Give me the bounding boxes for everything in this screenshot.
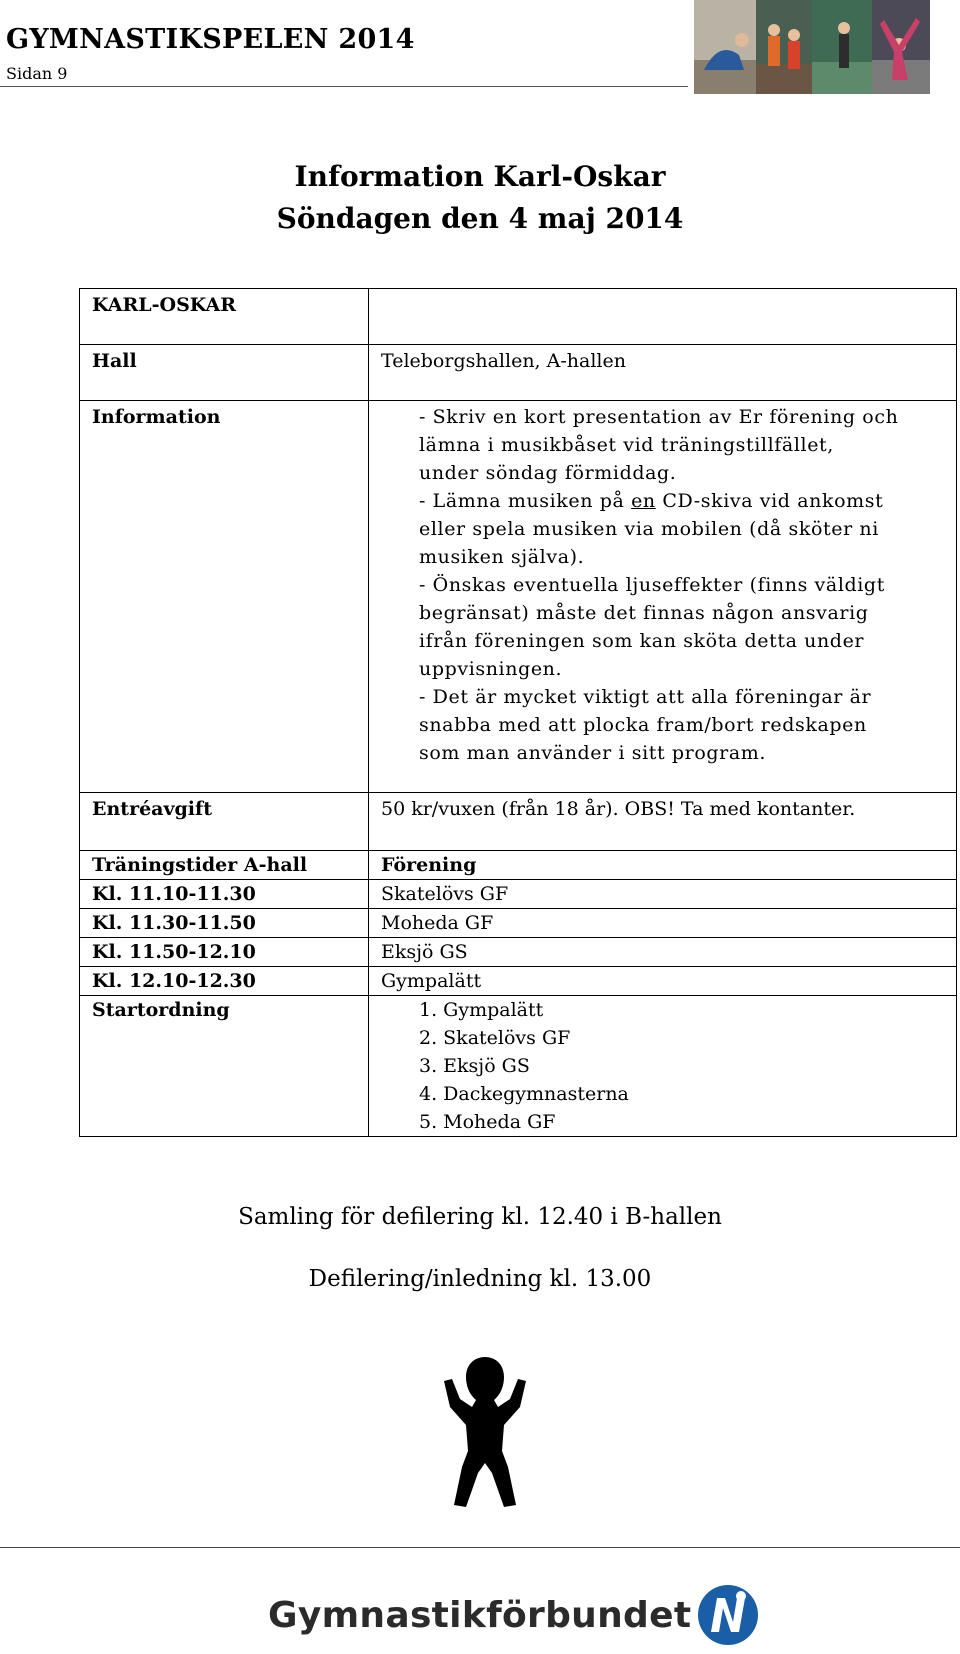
table-row xyxy=(80,401,957,793)
info-line: som man använder i sitt program. xyxy=(419,742,767,764)
start-order-list xyxy=(381,996,944,1136)
table-row xyxy=(80,996,957,1137)
order-label: Startordning xyxy=(80,996,369,1137)
info-line: - Skriv en kort presentation av Er förening och xyxy=(419,406,899,428)
entry-value: 50 kr/vuxen (från 18 år). OBS! Ta med kontanter. xyxy=(369,793,957,851)
training-time: Kl. 11.30-11.50 xyxy=(80,909,369,938)
table-row xyxy=(80,880,957,909)
association-label: Förening xyxy=(369,851,957,880)
list-item: 5. Moheda GF xyxy=(419,1111,556,1133)
info-value xyxy=(369,401,957,793)
info-line: uppvisningen. xyxy=(419,658,563,680)
table-row xyxy=(80,967,957,996)
training-club: Eksjö GS xyxy=(369,938,957,967)
hall-value: Teleborgshallen, A-hallen xyxy=(369,345,957,401)
info-line: under söndag förmiddag. xyxy=(419,462,677,484)
club-name: KARL-OSKAR xyxy=(80,289,369,345)
logo-text: Gymnastikförbundet xyxy=(268,1594,692,1636)
title-line-1: Information Karl-Oskar xyxy=(294,160,666,193)
club-value-empty xyxy=(369,289,957,345)
training-club: Gympalätt xyxy=(369,967,957,996)
training-time: Kl. 11.10-11.30 xyxy=(80,880,369,909)
info-line: - Det är mycket viktigt att alla föreningar är xyxy=(419,686,872,708)
hall-label: Hall xyxy=(80,345,369,401)
header-title: GYMNASTIKSPELEN 2014 xyxy=(6,24,415,55)
training-label: Träningstider A-hall xyxy=(80,851,369,880)
opening-info: Defilering/inledning kl. 13.00 xyxy=(308,1266,652,1292)
table-row xyxy=(80,345,957,401)
gymnastics-photo-collage xyxy=(694,0,930,94)
page-number: Sidan 9 xyxy=(6,64,68,83)
list-item: 4. Dackegymnasterna xyxy=(419,1083,629,1105)
info-line: - Önskas eventuella ljuseffekter (finns väldigt xyxy=(419,574,885,596)
table-row xyxy=(80,909,957,938)
info-label: Information xyxy=(80,401,369,793)
header-divider xyxy=(0,86,688,87)
footer-divider xyxy=(0,1547,960,1548)
info-line: musiken själva). xyxy=(419,546,585,568)
table-row xyxy=(80,938,957,967)
info-line: lämna i musikbåset vid träningstillfället, xyxy=(419,434,834,456)
information-table xyxy=(79,288,957,1137)
table-row xyxy=(80,289,957,345)
gathering-info: Samling för defilering kl. 12.40 i B-hallen xyxy=(238,1204,722,1230)
order-value xyxy=(369,996,957,1137)
info-line: ifrån föreningen som kan sköta detta under xyxy=(419,630,865,652)
table-row xyxy=(80,793,957,851)
info-line: snabba med att plocka fram/bort redskapen xyxy=(419,714,867,736)
gymnastikforbundet-logo xyxy=(268,1580,759,1650)
info-line: - Lämna musiken på en CD-skiva vid ankomst xyxy=(419,490,884,512)
list-item: 3. Eksjö GS xyxy=(419,1055,530,1077)
table-row xyxy=(80,851,957,880)
gymnastikforbundet-logo-icon xyxy=(697,1584,759,1646)
list-item: 2. Skatelövs GF xyxy=(419,1027,571,1049)
info-line: eller spela musiken via mobilen (då sköter ni xyxy=(419,518,879,540)
entry-label: Entréavgift xyxy=(80,793,369,851)
title-line-2: Söndagen den 4 maj 2014 xyxy=(276,202,684,235)
gymnast-figure-icon xyxy=(430,1355,540,1530)
training-club: Moheda GF xyxy=(369,909,957,938)
page-title xyxy=(0,156,960,240)
info-line: begränsat) måste det finnas någon ansvarig xyxy=(419,602,869,624)
training-time: Kl. 12.10-12.30 xyxy=(80,967,369,996)
training-time: Kl. 11.50-12.10 xyxy=(80,938,369,967)
training-club: Skatelövs GF xyxy=(369,880,957,909)
list-item: 1. Gympalätt xyxy=(419,999,544,1021)
